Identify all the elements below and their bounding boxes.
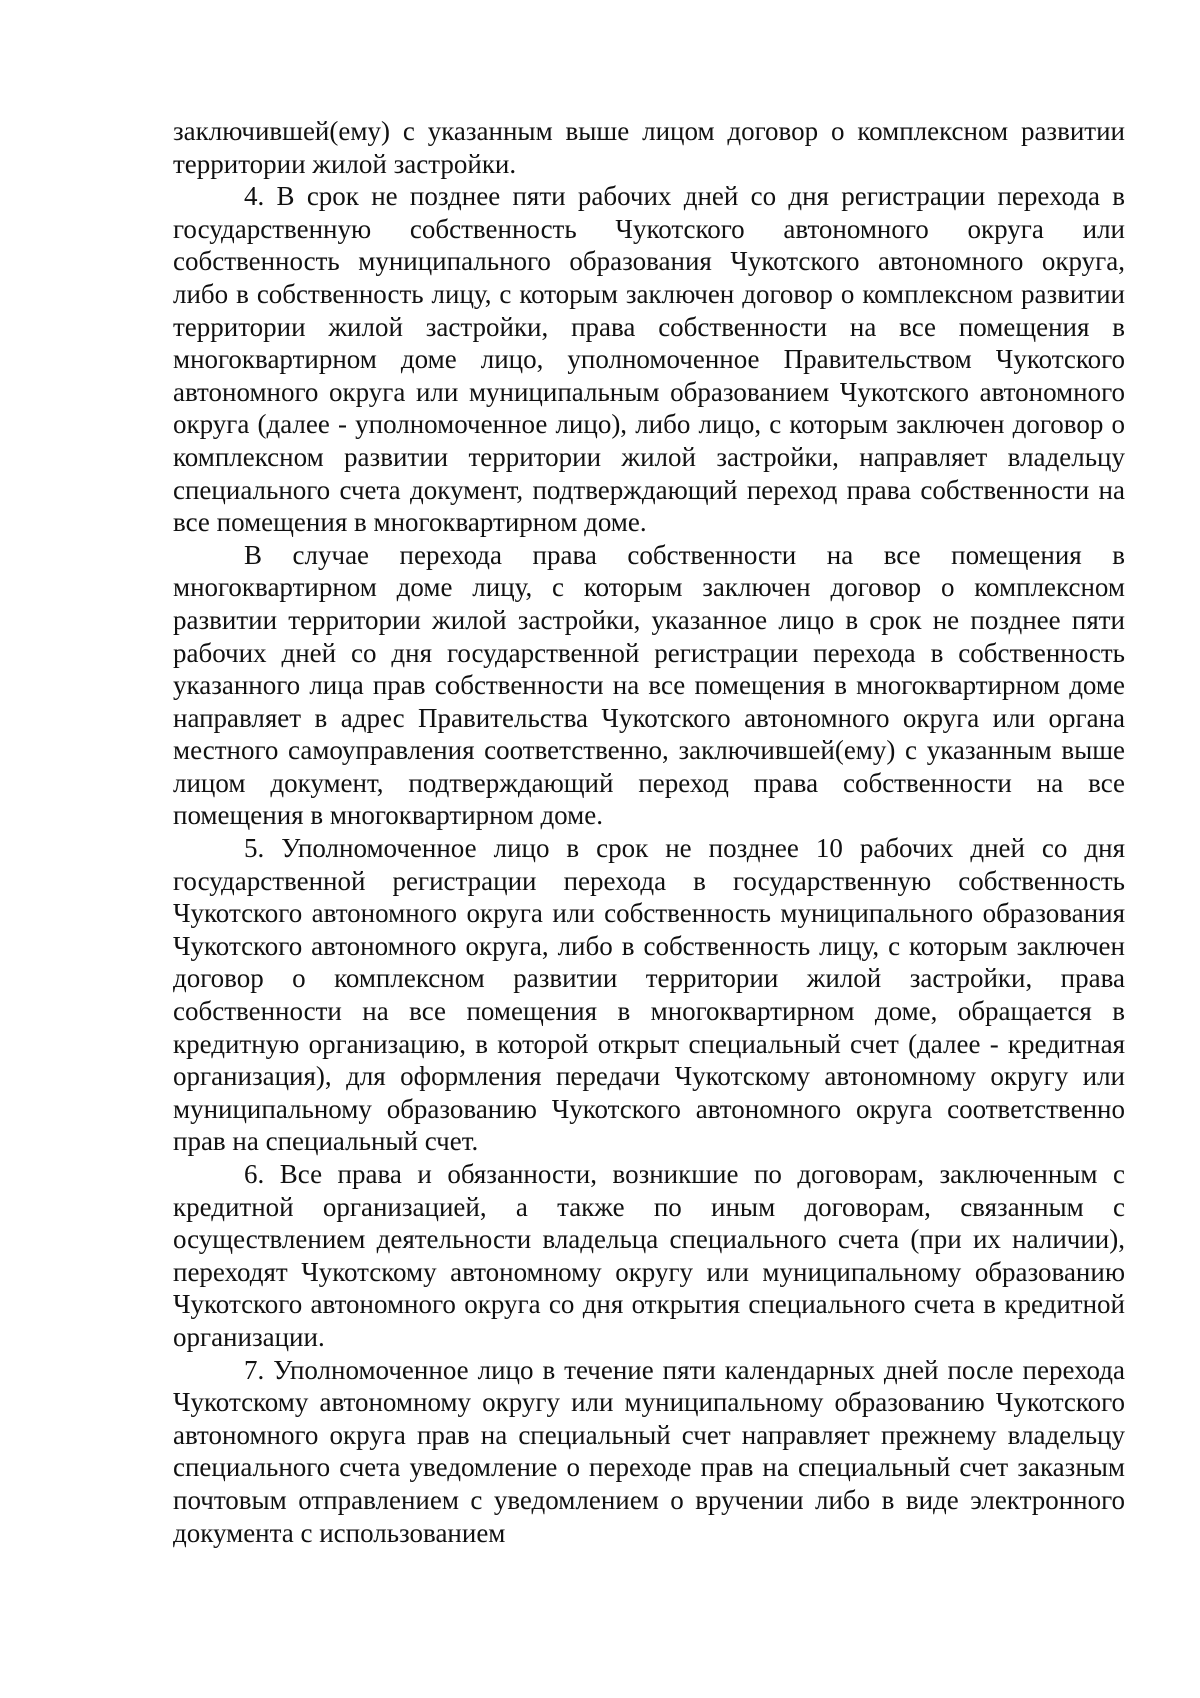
document-page xyxy=(173,115,1125,1549)
paragraph-item-6: 6. Все права и обязанности, возникшие по договорам, заключенным с кредитной организацией, а также по иным договорам, связанным с осуществлением деятельности владельца специального счета (при их наличии), переходят Чукотскому автономному округу или муниципальному образованию Чукотского автономного округа со дня открытия специального счета в кредитной организации. xyxy=(173,1159,1125,1352)
paragraph-item-4-case: В случае перехода права собственности на все помещения в многоквартирном доме лицу, с которым заключен договор о комплексном развитии территории жилой застройки, указанное лицо в срок не позднее пяти рабочих дней со дня государственной регистрации перехода в собственность указанного лица прав собственности на все помещения в многоквартирном доме направляет в адрес Правительства Чукотского автономного округа или органа местного самоуправления соответственно, заключившей(ему) с указанным выше лицом документ, подтверждающий переход права собственности на все помещения в многоквартирном доме. xyxy=(173,539,1125,831)
paragraph-item-4: 4. В срок не позднее пяти рабочих дней со дня регистрации перехода в государственную собственность Чукотского автономного округа или собственность муниципального образования Чукотского автономного округа, либо в собственность лицу, с которым заключен договор о комплексном развитии территории жилой застройки, права собственности на все помещения в многоквартирном доме лицо, уполномоченное Правительством Чукотского автономного округа или муниципальным образованием Чукотского автономного округа (далее - уполномоченное лицо), либо лицо, с которым заключен договор о комплексном развитии территории жилой застройки, направляет владельцу специального счета документ, подтверждающий переход права собственности на все помещения в многоквартирном доме. xyxy=(173,181,1125,538)
paragraph-item-5: 5. Уполномоченное лицо в срок не позднее 10 рабочих дней со дня государственной регистрации перехода в государственную собственность Чукотского автономного округа или собственность муниципального образования Чукотского автономного округа, либо в собственность лицу, с которым заключен договор о комплексном развитии территории жилой застройки, права собственности на все помещения в многоквартирном доме, обращается в кредитную организацию, в которой открыт специальный счет (далее - кредитная организация), для оформления передачи Чукотскому автономному округу или муниципальному образованию Чукотского автономного округа соответственно прав на специальный счет. xyxy=(173,833,1125,1157)
paragraph-item-7: 7. Уполномоченное лицо в течение пяти календарных дней после перехода Чукотскому автономному округу или муниципальному образованию Чукотского автономного округа прав на специальный счет направляет прежнему владельцу специального счета уведомление о переходе прав на специальный счет заказным почтовым отправлением с уведомлением о вручении либо в виде электронного документа с использованием xyxy=(173,1354,1125,1548)
paragraph-continuation: заключившей(ему) с указанным выше лицом договор о комплексном развитии территории жилой застройки. xyxy=(173,116,1125,179)
